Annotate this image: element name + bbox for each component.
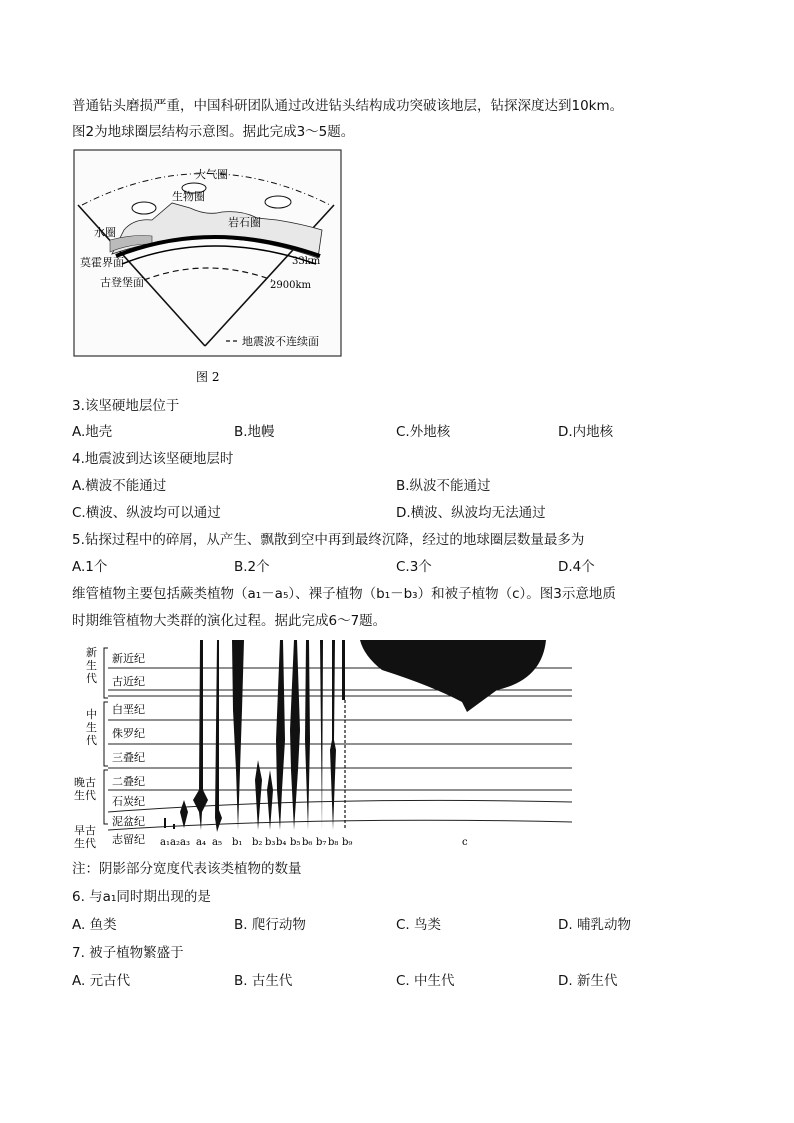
x-label-2: a₃ xyxy=(180,837,190,848)
period-triassic: 三叠纪 xyxy=(112,751,145,764)
q4-stem: 4.地震波到达该坚硬地层时 xyxy=(72,451,234,467)
x-label-6: b₂ xyxy=(252,837,263,848)
period-devonian: 泥盆纪 xyxy=(112,815,145,828)
x-label-10: b₆ xyxy=(302,837,313,848)
label-hydrosphere: 水圈 xyxy=(94,226,116,239)
period-permian: 二叠纪 xyxy=(112,775,145,788)
q6-option-c[interactable]: C. 鸟类 xyxy=(396,917,442,933)
x-label-4: a₅ xyxy=(212,837,222,848)
q3-option-a[interactable]: A.地壳 xyxy=(72,424,113,440)
q3-option-d[interactable]: D.内地核 xyxy=(558,424,614,440)
label-33km: 33km xyxy=(292,256,321,267)
figure-3-note: 注：阴影部分宽度代表该类植物的数量 xyxy=(72,861,302,877)
x-label-12: b₈ xyxy=(328,837,339,848)
intro-line-3: 维管植物主要包括蕨类植物（a₁－a₅）、裸子植物（b₁－b₃）和被子植物（c）。图3示意地质 xyxy=(72,586,616,602)
q7-option-b[interactable]: B. 古生代 xyxy=(234,973,293,989)
period-carboniferous: 石炭纪 xyxy=(112,795,145,808)
q5-option-c[interactable]: C.3个 xyxy=(396,559,432,575)
x-label-9: b₅ xyxy=(290,837,301,848)
q7-option-d[interactable]: D. 新生代 xyxy=(558,973,618,989)
figure-2-caption: 图 2 xyxy=(196,370,220,384)
x-label-11: b₇ xyxy=(316,837,327,848)
period-paleogene: 古近纪 xyxy=(112,675,145,688)
figure-3 xyxy=(72,640,572,850)
label-atmosphere: 大气圈 xyxy=(195,168,228,181)
period-neogene: 新近纪 xyxy=(112,652,145,665)
intro-line-2: 图2为地球圈层结构示意图。据此完成3～5题。 xyxy=(72,124,355,140)
q6-option-b[interactable]: B. 爬行动物 xyxy=(234,917,306,933)
label-lithosphere: 岩石圈 xyxy=(228,216,261,229)
q7-stem: 7. 被子植物繁盛于 xyxy=(72,945,184,961)
q4-option-b[interactable]: B.纵波不能通过 xyxy=(396,478,491,494)
q3-stem: 3.该坚硬地层位于 xyxy=(72,398,180,414)
x-label-8: b₄ xyxy=(276,837,287,848)
q7-option-a[interactable]: A. 元古代 xyxy=(72,973,131,989)
figure-2 xyxy=(72,148,344,388)
q5-option-b[interactable]: B.2个 xyxy=(234,559,270,575)
q6-option-a[interactable]: A. 鱼类 xyxy=(72,917,117,933)
x-label-13: b₉ xyxy=(342,837,353,848)
era-label-early-paleozoic: 早古生代 xyxy=(74,824,96,850)
x-label-0: a₁ xyxy=(160,837,170,848)
x-label-3: a₄ xyxy=(196,837,206,848)
era-label-late-paleozoic: 晚古生代 xyxy=(74,776,96,802)
q5-stem: 5.钻探过程中的碎屑，从产生、飘散到空中再到最终沉降，经过的地球圈层数量最多为 xyxy=(72,532,585,548)
era-label-mesozoic: 中生代 xyxy=(86,708,97,747)
q6-option-d[interactable]: D. 哺乳动物 xyxy=(558,917,631,933)
period-jurassic: 侏罗纪 xyxy=(112,727,145,740)
intro-line-1: 普通钻头磨损严重，中国科研团队通过改进钻头结构成功突破该地层，钻探深度达到10km。 xyxy=(72,98,624,114)
q5-option-d[interactable]: D.4个 xyxy=(558,559,595,575)
intro-line-4: 时期维管植物大类群的演化过程。据此完成6～7题。 xyxy=(72,613,387,629)
q6-stem: 6. 与a₁同时期出现的是 xyxy=(72,889,211,905)
label-moho: 莫霍界面 xyxy=(80,256,124,269)
x-label-7: b₃ xyxy=(265,837,276,848)
q4-option-d[interactable]: D.横波、纵波均无法通过 xyxy=(396,505,546,521)
era-label-cenozoic: 新生代 xyxy=(86,646,97,685)
period-cretaceous: 白垩纪 xyxy=(112,703,145,716)
x-label-1: a₂ xyxy=(170,837,180,848)
label-biosphere: 生物圈 xyxy=(172,190,205,203)
q3-option-c[interactable]: C.外地核 xyxy=(396,424,451,440)
q4-option-a[interactable]: A.横波不能通过 xyxy=(72,478,167,494)
q5-option-a[interactable]: A.1个 xyxy=(72,559,108,575)
q4-option-c[interactable]: C.横波、纵波均可以通过 xyxy=(72,505,221,521)
q7-option-c[interactable]: C. 中生代 xyxy=(396,973,455,989)
label-2900km: 2900km xyxy=(270,280,311,291)
period-silurian: 志留纪 xyxy=(112,833,145,846)
x-label-14: c xyxy=(462,837,468,848)
q3-option-b[interactable]: B.地幔 xyxy=(234,424,275,440)
x-label-5: b₁ xyxy=(232,837,243,848)
label-legend: 地震波不连续面 xyxy=(242,335,319,348)
label-gutenberg: 古登堡面 xyxy=(100,276,144,289)
